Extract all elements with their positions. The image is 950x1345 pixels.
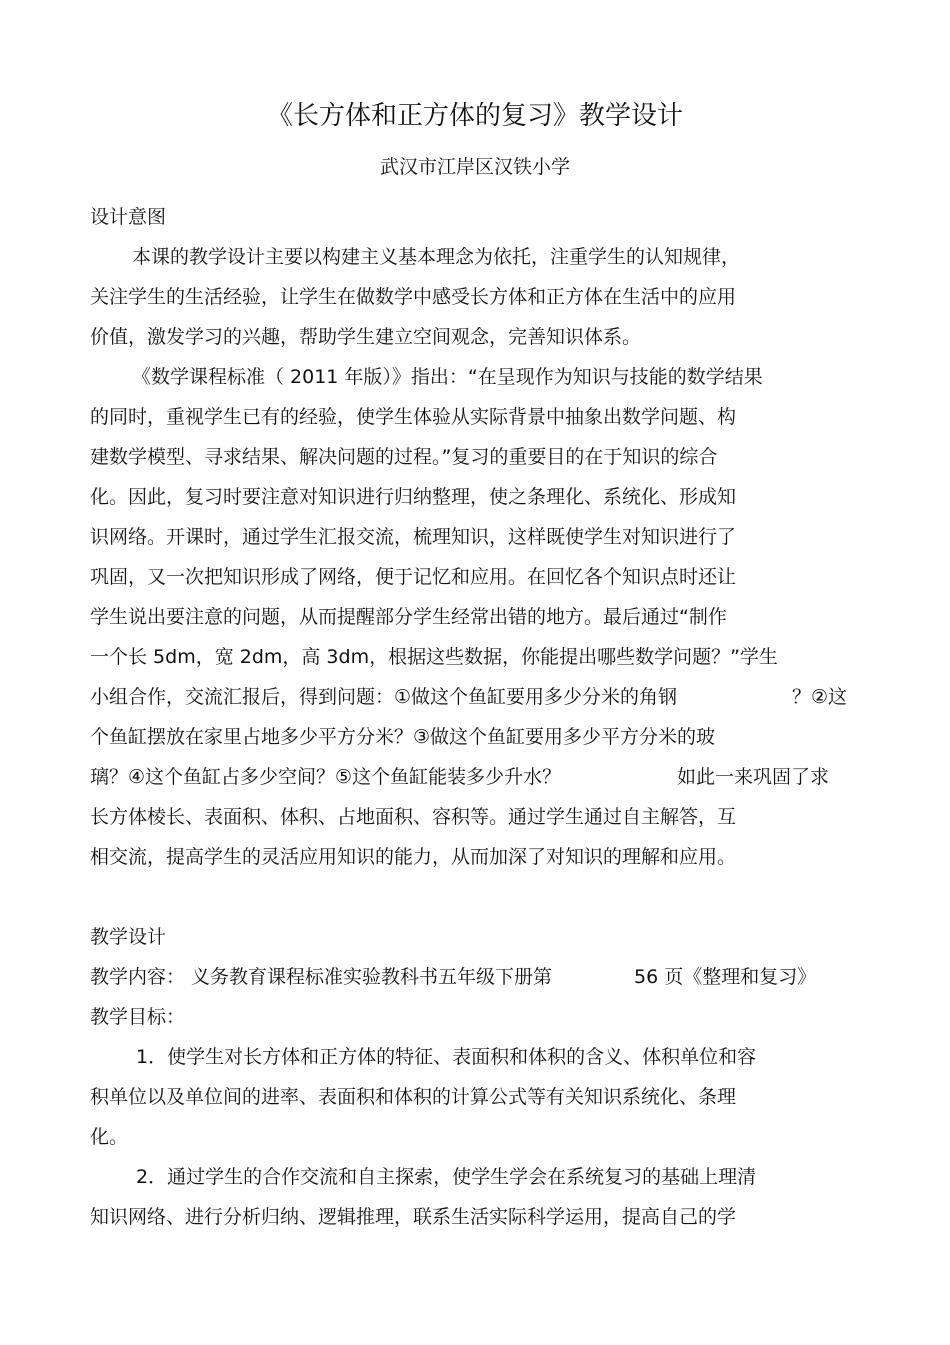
paragraph-line: 建数学模型、寻求结果、解决问题的过程。”复习的重要目的在于知识的综合 <box>90 446 718 468</box>
goal-line: 化。 <box>90 1126 129 1148</box>
paragraph-line: 璃？④这个鱼缸占多少空间？⑤这个鱼缸能装多少升水？ <box>90 766 562 788</box>
goal-line: 积单位以及单位间的进率、表面积和体积的计算公式等有关知识系统化、条理 <box>90 1086 737 1108</box>
paragraph-line: 的同时，重视学生已有的经验，使学生体验从实际背景中抽象出数学问题、构 <box>90 406 737 428</box>
section-heading-teaching-design: 教学设计 <box>90 926 167 948</box>
paragraph-line: 化。因此，复习时要注意对知识进行归纳整理，使之条理化、系统化、形成知 <box>90 486 737 508</box>
teaching-content-line: 教学内容： 义务教育课程标准实验教科书五年级下册第 <box>90 966 553 988</box>
paragraph-line-fragment: 如此一来巩固了求 <box>677 766 830 788</box>
teaching-content-page: 56 页《整理和复习》 <box>634 966 817 988</box>
document-title: 《长方体和正方体的复习》教学设计 <box>266 101 683 131</box>
goal-line: 1．使学生对长方体和正方体的特征、表面积和体积的含义、体积单位和容 <box>136 1046 757 1068</box>
paragraph-line-fragment: ？②这 <box>792 686 848 708</box>
paragraph-line: 巩固，又一次把知识形成了网络，便于记忆和应用。在回忆各个知识点时还让 <box>90 566 737 588</box>
paragraph-line: 一个长 5dm，宽 2dm，高 3dm，根据这些数据，你能提出哪些数学问题？”学生 <box>90 646 778 668</box>
paragraph-line: 价值，激发学习的兴趣，帮助学生建立空间观念，完善知识体系。 <box>90 326 642 348</box>
paragraph-line: 关注学生的生活经验，让学生在做数学中感受长方体和正方体在生活中的应用 <box>90 286 737 308</box>
paragraph-line: 学生说出要注意的问题，从而提醒部分学生经常出错的地方。最后通过“制作 <box>90 606 727 628</box>
school-name: 武汉市江岸区汉铁小学 <box>379 156 570 178</box>
teaching-goals-heading: 教学目标： <box>90 1006 186 1028</box>
paragraph-line: 小组合作，交流汇报后，得到问题：①做这个鱼缸要用多少分米的角钢 <box>90 686 678 708</box>
section-heading-design-intent: 设计意图 <box>90 206 167 228</box>
paragraph-line: 《数学课程标准（ 2011 年版）》指出：“在呈现作为知识与技能的数学结果 <box>132 366 763 388</box>
paragraph-line: 个鱼缸摆放在家里占地多少平方分米？③做这个鱼缸要用多少平方分米的玻 <box>90 726 716 748</box>
paragraph-line: 本课的教学设计主要以构建主义基本理念为依托，注重学生的认知规律， <box>132 246 741 268</box>
goal-line: 2．通过学生的合作交流和自主探索，使学生学会在系统复习的基础上理清 <box>136 1166 757 1188</box>
paragraph-line: 长方体棱长、表面积、体积、占地面积、容积等。通过学生通过自主解答，互 <box>90 806 737 828</box>
paragraph-line: 识网络。开课时，通过学生汇报交流，梳理知识，这样既使学生对知识进行了 <box>90 526 737 548</box>
paragraph-line: 相交流，提高学生的灵活应用知识的能力，从而加深了对知识的理解和应用。 <box>90 846 737 868</box>
goal-line: 知识网络、进行分析归纳、逻辑推理，联系生活实际科学运用，提高自己的学 <box>90 1206 737 1228</box>
